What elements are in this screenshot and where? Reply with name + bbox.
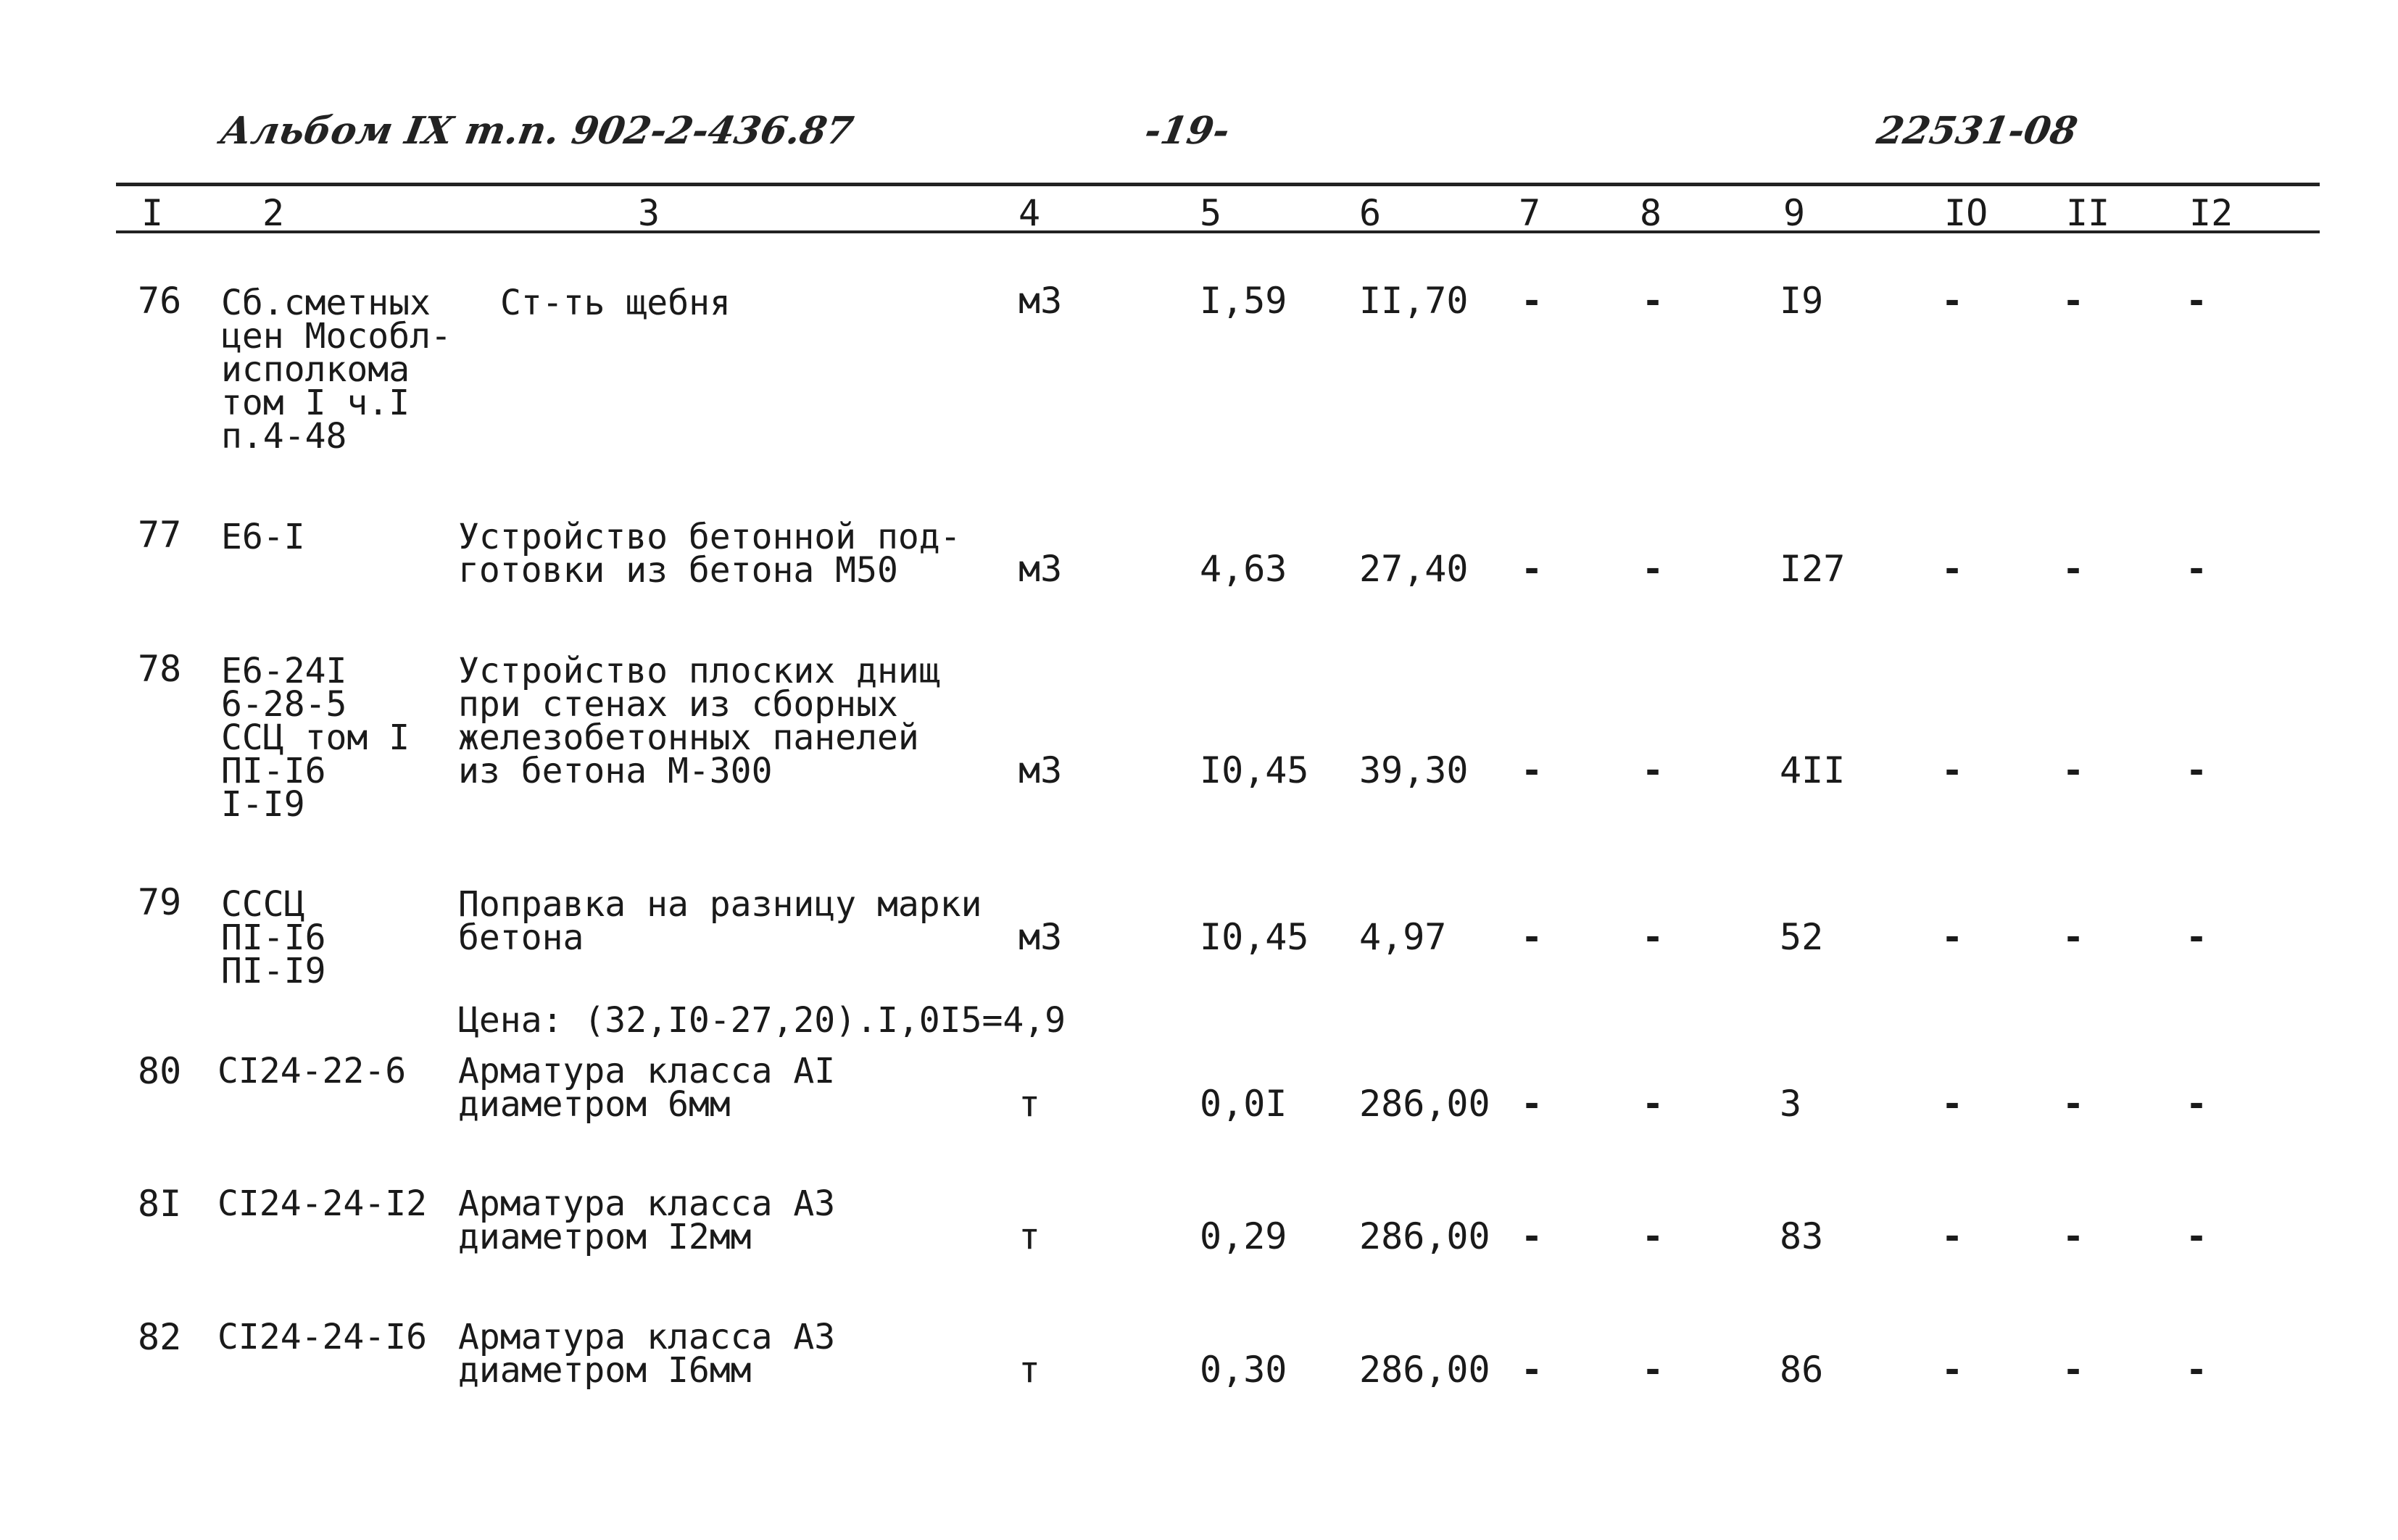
col-12: - [2186,916,2208,958]
reference: Е6-24I 6-28-5 ССЦ том I ПI-I6 I-I9 [221,651,410,825]
column-header: I [141,192,164,234]
unit-price: 39,30 [1359,749,1469,791]
col-8: - [1642,1083,1664,1125]
col-12: - [2186,1349,2208,1391]
page-number: -19- [1141,109,1233,153]
description: Арматура класса АI диаметром 6мм [458,1051,836,1125]
reference: СI24-22-6 [217,1051,407,1091]
reference: СI24-24-I6 [217,1317,427,1357]
col-8: - [1642,548,1664,590]
row-number: 77 [138,514,182,556]
document-code: 22531-08 [1873,109,2081,153]
reference: Сб.сметных цен Мособл- исполкома том I ч.I п.4-48 [221,283,452,457]
row-number: 80 [138,1050,182,1092]
col-12: - [2186,548,2208,590]
reference: СССЦ ПI-I6 ПI-I9 [221,884,326,991]
col-8: - [1642,916,1664,958]
col-7: - [1521,1349,1543,1391]
column-header: 4 [1018,192,1041,234]
unit: т [1018,1083,1041,1125]
column-header: 7 [1519,192,1541,234]
col-11: - [2062,1083,2085,1125]
col-12: - [2186,1083,2208,1125]
col-10: - [1941,916,1964,958]
col-10: - [1941,1215,1964,1257]
col-11: - [2062,1215,2085,1257]
unit: м3 [1018,916,1063,958]
column-header: I2 [2189,192,2233,234]
unit-price: 27,40 [1359,548,1469,590]
description: Ст-ть щебня [500,283,731,323]
col-12: - [2186,749,2208,791]
col-11: - [2062,548,2085,590]
unit: м3 [1018,548,1063,590]
col-12: - [2186,1215,2208,1257]
quantity: 0,29 [1200,1215,1287,1257]
col-7: - [1521,1215,1543,1257]
column-header: 6 [1359,192,1382,234]
total: 83 [1780,1215,1824,1257]
col-7: - [1521,548,1543,590]
unit: т [1018,1349,1041,1391]
col-10: - [1941,1349,1964,1391]
col-11: - [2062,916,2085,958]
reference: Е6-I [221,517,305,557]
column-header: 9 [1783,192,1806,234]
unit-price: 286,00 [1359,1215,1490,1257]
quantity: 4,63 [1200,548,1287,590]
col-8: - [1642,280,1664,322]
quantity: I,59 [1200,280,1287,322]
column-header: 2 [262,192,285,234]
unit-price: II,70 [1359,280,1469,322]
quantity: 0,30 [1200,1349,1287,1391]
row-number: 79 [138,881,182,923]
col-7: - [1521,916,1543,958]
col-12: - [2186,280,2208,322]
col-8: - [1642,749,1664,791]
total: 86 [1780,1349,1824,1391]
row-number: 78 [138,648,182,690]
row-number: 76 [138,280,182,322]
quantity: I0,45 [1200,916,1309,958]
col-7: - [1521,749,1543,791]
top-rule [116,183,2320,186]
unit: м3 [1018,749,1063,791]
col-11: - [2062,1349,2085,1391]
description: Устройство бетонной под- готовки из бетона М50 [458,517,961,591]
col-8: - [1642,1215,1664,1257]
description: Поправка на разницу марки бетона [458,884,982,958]
unit-price: 286,00 [1359,1349,1490,1391]
column-header: II [2066,192,2110,234]
unit-price: 4,97 [1359,916,1447,958]
col-10: - [1941,548,1964,590]
total: 3 [1780,1083,1802,1125]
col-10: - [1941,1083,1964,1125]
col-11: - [2062,749,2085,791]
col-11: - [2062,280,2085,322]
col-10: - [1941,749,1964,791]
quantity: I0,45 [1200,749,1309,791]
total: 4II [1780,749,1846,791]
description: Арматура класса А3 диаметром I6мм [458,1317,836,1391]
quantity: 0,0I [1200,1083,1287,1125]
row-number: 82 [138,1316,182,1358]
unit: т [1018,1215,1041,1257]
description: Арматура класса А3 диаметром I2мм [458,1183,836,1257]
column-header: 8 [1640,192,1662,234]
total: I27 [1780,548,1846,590]
album-reference: Альбом IX т.п. 902-2-436.87 [217,109,857,153]
col-10: - [1941,280,1964,322]
row-number: 8I [138,1183,182,1225]
total: 52 [1780,916,1824,958]
col-7: - [1521,280,1543,322]
price-calculation-note: Цена: (32,I0-27,20).I,0I5=4,9 [458,1000,1066,1041]
column-header: IO [1944,192,1988,234]
reference: СI24-24-I2 [217,1183,427,1224]
col-7: - [1521,1083,1543,1125]
unit-price: 286,00 [1359,1083,1490,1125]
unit: м3 [1018,280,1063,322]
column-header: 3 [638,192,660,234]
total: I9 [1780,280,1824,322]
column-header: 5 [1200,192,1222,234]
description: Устройство плоских днищ при стенах из сборных железобетонных панелей из бетона М-300 [458,651,940,791]
col-8: - [1642,1349,1664,1391]
